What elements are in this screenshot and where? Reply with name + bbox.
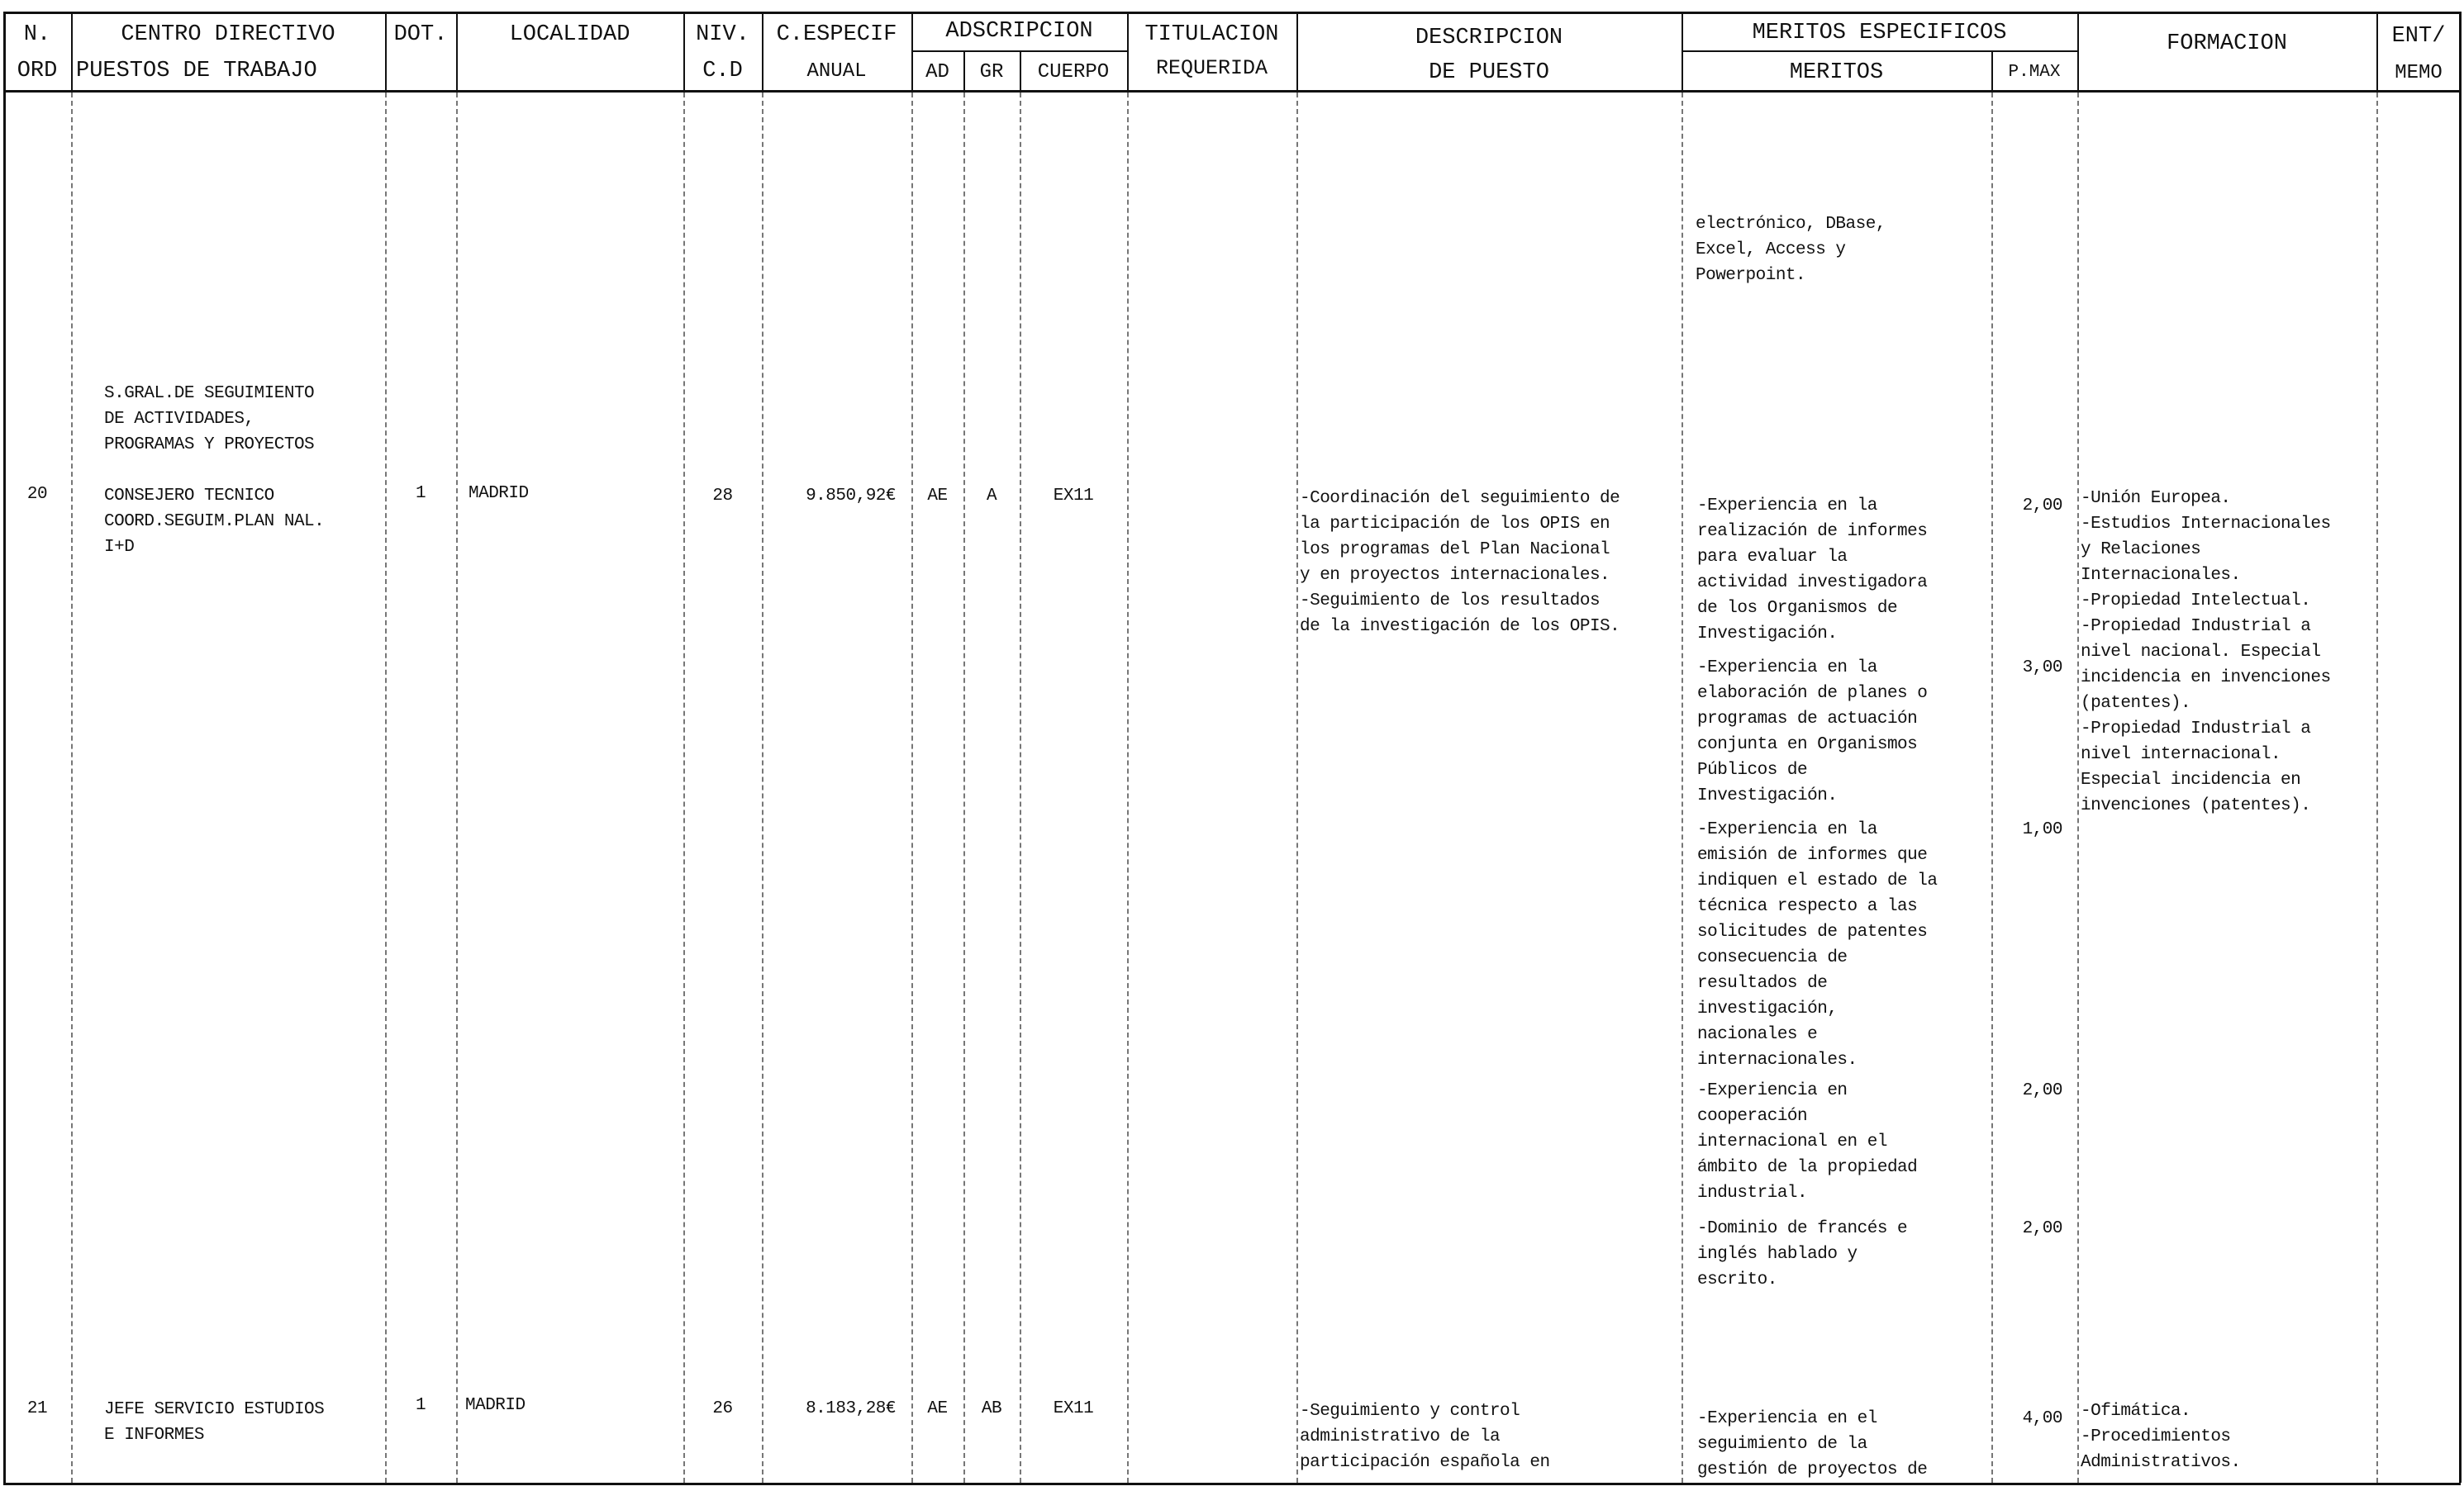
column-divider-dashed [2376,93,2378,1483]
row-ad: AE [927,1399,948,1418]
header-requerida: REQUERIDA [1155,55,1268,80]
row-n-ord: 21 [26,1399,48,1418]
row-gr: A [986,487,997,506]
column-divider-dashed [1296,93,1298,1483]
merit-item: -Experiencia en la realización de informes para evaluar la actividad investigadora de los Organismos de Investigación. [1697,496,1928,643]
right-border [2459,12,2462,1483]
header-anual: ANUAL [806,59,867,83]
header-ad: AD [925,60,949,83]
merit-item: -Experiencia en la emisión de informes que indiquen el estado de la técnica respecto a las solicitudes de patentes consecuencia de resultados de investigación, nacionales e internacionales. [1697,820,1938,1070]
header-localidad: LOCALIDAD [509,22,630,47]
row-puesto: CONSEJERO TECNICO COORD.SEGUIM.PLAN NAL. I+D [104,487,325,557]
merit-pmax: 2,00 [2022,1219,2062,1238]
header-centro-directivo: CENTRO DIRECTIVO [121,22,335,47]
column-divider-dashed [2077,93,2079,1483]
header-dot: DOT. [393,22,448,47]
column-divider-dashed [911,93,913,1483]
header-formacion: FORMACION [2167,31,2287,56]
row-localidad: MADRID [465,1396,526,1415]
header-meritos-especificos: MERITOS ESPECIFICOS [1752,21,2007,45]
row-descripcion: -Coordinación del seguimiento de la participación de los OPIS en los programas del Plan Nacional y en proyectos internacionales. -Seguimiento de los resultados de la investigación de los OPIS. [1300,489,1620,636]
header-top-rule [3,12,2461,14]
column-divider-dashed [1127,93,1129,1483]
merit-pmax: 4,00 [2022,1409,2062,1428]
row-cuerpo: EX11 [1053,1399,1094,1418]
row-descripcion: -Seguimiento y control administrativo de la participación española en [1300,1402,1550,1472]
header-n: N. [23,22,51,47]
column-divider-dashed [1020,93,1021,1483]
left-border [3,12,6,1483]
header-titulacion: TITULACION [1144,22,1279,47]
column-divider-dashed [1991,93,1993,1483]
header-niv: NIV. [696,22,749,47]
unit-header: S.GRAL.DE SEGUIMIENTO DE ACTIVIDADES, PROGRAMAS Y PROYECTOS [104,384,315,454]
carryover-meritos: electrónico, DBase, Excel, Access y Powerpoint. [1696,215,1886,285]
row-dot: 1 [415,484,426,503]
merit-pmax: 2,00 [2022,496,2062,515]
merit-pmax: 1,00 [2022,820,2062,839]
row-cuerpo: EX11 [1053,487,1094,506]
row-formacion: -Unión Europea. -Estudios Internacionales y Relaciones Internacionales. -Propiedad Intelectual. -Propiedad Industrial a nivel nacional. Especial incidencia en invenciones (patentes). -Propiedad Industrial a nivel internacional. Especial incidencia en invenciones (patentes). [2081,489,2331,815]
column-divider-dashed [456,93,458,1483]
column-divider-dashed [963,93,965,1483]
merit-item: -Experiencia en la elaboración de planes o programas de actuación conjunta en Organismos Públicos de Investigación. [1697,658,1928,805]
header-cuerpo: CUERPO [1037,60,1110,83]
column-divider-dashed [71,93,73,1483]
row-formacion: -Ofimática. -Procedimientos Administrativos. [2081,1402,2241,1472]
header-adscripcion: ADSCRIPCION [945,19,1093,44]
header-descripcion: DESCRIPCION [1415,26,1563,50]
row-niv: 28 [712,487,733,506]
column-divider-dashed [385,93,387,1483]
header-cd: C.D [702,59,743,83]
merit-item: -Experiencia en el seguimiento de la gestión de proyectos de [1697,1409,1928,1479]
column-divider-dashed [762,93,763,1483]
row-n-ord: 20 [26,485,48,504]
merit-item: -Dominio de francés e inglés hablado y escrito. [1697,1219,1908,1289]
merit-pmax: 3,00 [2022,658,2062,677]
row-localidad: MADRID [469,484,529,503]
row-c-especif: 8.183,28€ [806,1399,896,1418]
row-gr: AB [981,1399,1002,1418]
header-gr: GR [979,60,1004,83]
column-divider-dashed [1682,93,1683,1483]
row-ad: AE [927,487,948,506]
row-niv: 26 [712,1399,733,1418]
header-ent: ENT/ [2391,24,2446,49]
header-p-max: P.MAX [2008,62,2061,82]
bottom-border [3,1483,2461,1485]
header-ord: ORD [17,59,58,83]
row-dot: 1 [415,1396,426,1415]
header-bottom-rule [3,90,2461,93]
merit-pmax: 2,00 [2022,1081,2062,1100]
row-puesto: JEFE SERVICIO ESTUDIOS E INFORMES [104,1400,325,1445]
header-de-puesto: DE PUESTO [1429,60,1549,85]
column-divider-dashed [683,93,685,1483]
header-meritos: MERITOS [1789,60,1884,85]
header-memo: MEMO [2395,61,2443,84]
header-c-especif: C.ESPECIF [776,22,897,47]
row-c-especif: 9.850,92€ [806,487,896,506]
header-puestos-trabajo: PUESTOS DE TRABAJO [76,59,317,83]
merit-item: -Experiencia en cooperación internacional en el ámbito de la propiedad industrial. [1697,1081,1918,1203]
